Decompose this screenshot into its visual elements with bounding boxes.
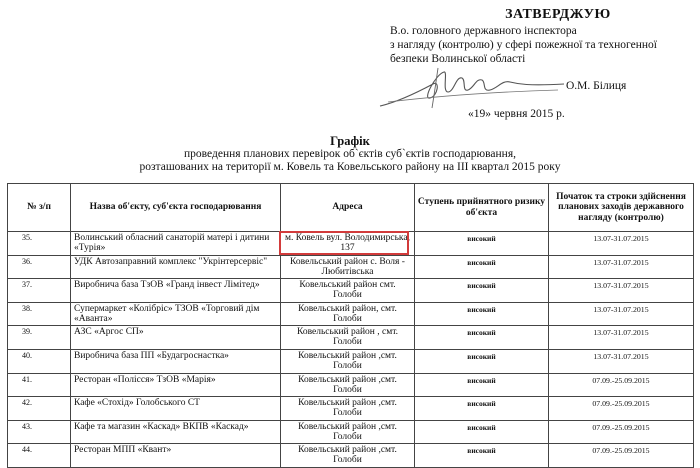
- table-row: [8, 349, 694, 373]
- cell-name: Супермаркет «Колібріс» ТЗОВ «Торговий дім «Аванта»: [71, 302, 281, 326]
- table-row: [8, 255, 694, 279]
- approval-heading: ЗАТВЕРДЖУЮ: [505, 7, 611, 22]
- cell-address: Ковельський район , смт. Голоби: [281, 326, 415, 350]
- cell-term: 07.09.-25.09.2015: [549, 373, 694, 397]
- cell-num: 36.: [8, 255, 71, 279]
- title-line: Графік: [330, 134, 370, 148]
- approval-line: безпеки Волинської області: [390, 53, 526, 65]
- header-name: Назва об'єкту, суб'єкта господарювання: [71, 184, 281, 232]
- title-line: проведення планових перевірок об`єктів суб`єктів господарювання,: [184, 148, 516, 160]
- table-row: [8, 397, 694, 421]
- cell-address: м. Ковель вул. Володимирська, 137: [281, 232, 415, 256]
- cell-num: 43.: [8, 420, 71, 444]
- approval-block: [390, 8, 696, 66]
- address-highlight-box: [279, 231, 409, 255]
- cell-risk: високий: [415, 255, 549, 279]
- title-line: розташованих на території м. Ковель та Ковельського району на III квартал 2015 року: [139, 161, 561, 173]
- cell-name: Кафе та магазин «Каскад» ВКПВ «Каскад»: [71, 420, 281, 444]
- cell-risk: високий: [415, 397, 549, 421]
- table-row: [8, 302, 694, 326]
- cell-name: Кафе «Стохід» Голобського СТ: [71, 397, 281, 421]
- cell-term: 13.07-31.07.2015: [549, 326, 694, 350]
- cell-num: 39.: [8, 326, 71, 350]
- cell-term: 13.07-31.07.2015: [549, 349, 694, 373]
- cell-address: Ковельський район ,смт. Голоби: [281, 373, 415, 397]
- cell-name: Волинський обласний санаторій матері і дитини «Турія»: [71, 232, 281, 256]
- cell-term: 13.07-31.07.2015: [549, 255, 694, 279]
- header-num: № з/п: [8, 184, 71, 232]
- cell-risk: високий: [415, 420, 549, 444]
- cell-term: 13.07-31.07.2015: [549, 232, 694, 256]
- cell-term: 07.09.-25.09.2015: [549, 397, 694, 421]
- table-row: [8, 279, 694, 303]
- cell-address: Ковельський район смт. Голоби: [281, 279, 415, 303]
- header-term: Початок та строки здійснення планових заходів державного нагляду (контролю): [549, 184, 694, 232]
- cell-risk: високий: [415, 302, 549, 326]
- cell-address: Ковельський район, смт. Голоби: [281, 302, 415, 326]
- cell-name: Ресторан «Полісся» ТзОВ «Марія»: [71, 373, 281, 397]
- cell-address: Ковельський район с. Воля - Любитівська: [281, 255, 415, 279]
- approval-date: «19» червня 2015 р.: [468, 108, 565, 120]
- cell-num: 35.: [8, 232, 71, 256]
- handwritten-signature: [378, 62, 568, 114]
- cell-risk: високий: [415, 279, 549, 303]
- cell-num: 40.: [8, 349, 71, 373]
- inspection-schedule-table: [7, 183, 694, 468]
- approval-line: з нагляду (контролю) у сфері пожежної та техногенної: [390, 39, 657, 51]
- cell-risk: високий: [415, 444, 549, 468]
- table-row: [8, 420, 694, 444]
- cell-address: Ковельський район ,смт. Голоби: [281, 420, 415, 444]
- cell-term: 07.09.-25.09.2015: [549, 420, 694, 444]
- table-row: [8, 326, 694, 350]
- cell-num: 38.: [8, 302, 71, 326]
- cell-address: Ковельський район ,смт. Голоби: [281, 444, 415, 468]
- cell-risk: високий: [415, 326, 549, 350]
- cell-name: Виробнича база ПП «Будагроснастка»: [71, 349, 281, 373]
- cell-name: УДК Автозаправний комплекс "Укрінтерсервіс": [71, 255, 281, 279]
- table-row: [8, 373, 694, 397]
- table-row: [8, 444, 694, 468]
- cell-num: 44.: [8, 444, 71, 468]
- cell-num: 42.: [8, 397, 71, 421]
- cell-risk: високий: [415, 232, 549, 256]
- cell-name: АЗС «Аргос СП»: [71, 326, 281, 350]
- document-title: [0, 135, 700, 174]
- signer-name: О.М. Білиця: [566, 80, 627, 92]
- cell-name: Ресторан МПП «Квант»: [71, 444, 281, 468]
- cell-address: Ковельський район ,смт. Голоби: [281, 349, 415, 373]
- cell-num: 41.: [8, 373, 71, 397]
- cell-risk: високий: [415, 373, 549, 397]
- cell-name: Виробнича база ТзОВ «Гранд інвест Лімітед»: [71, 279, 281, 303]
- cell-num: 37.: [8, 279, 71, 303]
- header-risk: Ступень прийнятного ризику об'єкта: [415, 184, 549, 232]
- approval-line: В.о. головного державного інспектора: [390, 25, 577, 37]
- cell-risk: високий: [415, 349, 549, 373]
- header-address: Адреса: [281, 184, 415, 232]
- cell-term: 07.09.-25.09.2015: [549, 444, 694, 468]
- cell-term: 13.07-31.07.2015: [549, 279, 694, 303]
- cell-address: Ковельський район ,смт. Голоби: [281, 397, 415, 421]
- table-header-row: [8, 184, 694, 232]
- cell-term: 13.07-31.07.2015: [549, 302, 694, 326]
